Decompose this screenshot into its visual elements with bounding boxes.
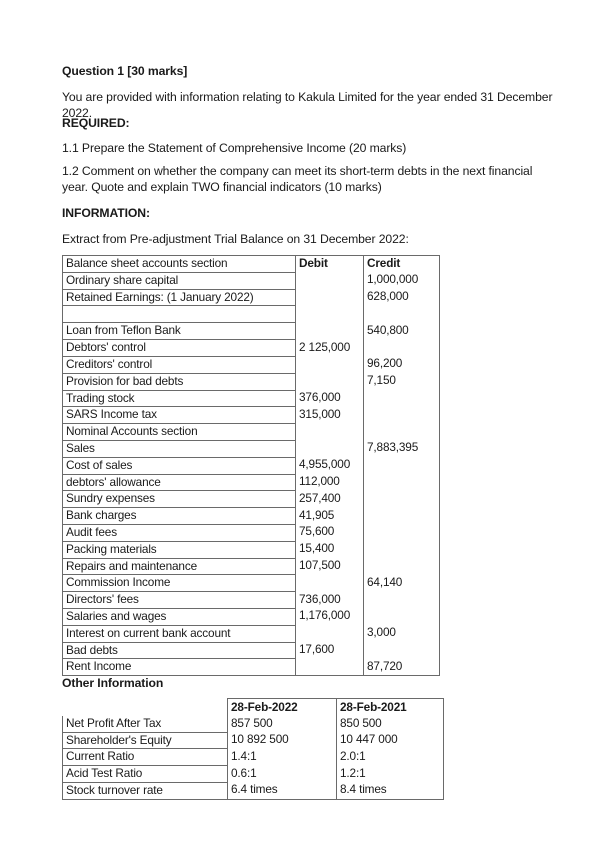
trial-balance-row [63,575,440,592]
trial-balance-row [63,474,440,491]
trial-balance-row [63,659,440,676]
previous-year-value: 2.0:1 [337,749,444,766]
task-1-2: 1.2 Comment on whether the company can meet its short-term debts in the next financial year. Quote and explain TWO financial indicators (10 marks) [62,164,533,194]
current-year-value: 0.6:1 [228,766,337,783]
other-information-row [63,782,444,799]
credit-cell [364,541,440,558]
other-information-heading: Other Information [62,676,164,690]
trial-balance-row [63,390,440,407]
credit-cell [364,642,440,659]
credit-cell [364,558,440,575]
debit-cell [296,289,364,306]
debit-cell [296,625,364,642]
trial-balance-row [63,491,440,508]
other-information-table [62,698,444,800]
trial-balance-row [63,340,440,357]
account-cell: Debtors' control [63,340,296,357]
account-cell: Cost of sales [63,457,296,474]
blank-header-cell [63,699,228,716]
debit-cell: 2 125,000 [296,340,364,357]
debit-cell: 107,500 [296,558,364,575]
debit-cell [296,440,364,457]
account-cell: Rent Income [63,659,296,676]
account-cell: Ordinary share capital [63,272,296,289]
task-1-1: 1.1 Prepare the Statement of Comprehensive Income (20 marks) [62,141,407,155]
account-cell: debtors' allowance [63,474,296,491]
account-cell: Interest on current bank account [63,625,296,642]
credit-cell [364,340,440,357]
required-heading: REQUIRED: [62,116,130,130]
credit-cell [364,508,440,525]
account-cell: Packing materials [63,541,296,558]
debit-cell: 41,905 [296,508,364,525]
debit-cell: 75,600 [296,524,364,541]
debit-cell: 315,000 [296,407,364,424]
credit-cell: 628,000 [364,289,440,306]
trial-balance-row [63,625,440,642]
account-column-header: Balance sheet accounts section [63,256,296,273]
indicator-label: Stock turnover rate [63,782,228,799]
account-cell: Sales [63,440,296,457]
trial-balance-header-row [63,256,440,273]
debit-cell: 376,000 [296,390,364,407]
credit-cell [364,407,440,424]
trial-balance-row [63,541,440,558]
credit-cell: 96,200 [364,356,440,373]
debit-cell [296,659,364,676]
credit-cell [364,390,440,407]
debit-cell: 4,955,000 [296,457,364,474]
trial-balance-row [63,457,440,474]
account-cell: Bad debts [63,642,296,659]
debit-cell: 112,000 [296,474,364,491]
trial-balance-row [63,608,440,625]
debit-cell [296,575,364,592]
debit-cell: 1,176,000 [296,608,364,625]
credit-cell: 1,000,000 [364,272,440,289]
other-information-row [63,732,444,749]
current-year-value: 857 500 [228,716,337,732]
account-cell: SARS Income tax [63,407,296,424]
indicator-label: Acid Test Ratio [63,766,228,783]
current-year-value: 10 892 500 [228,732,337,749]
debit-cell: 736,000 [296,592,364,609]
credit-column-header: Credit [364,256,440,273]
trial-balance-row [63,373,440,390]
trial-balance-row [63,289,440,306]
other-information-row [63,766,444,783]
account-cell: Repairs and maintenance [63,558,296,575]
account-cell: Bank charges [63,508,296,525]
trial-balance-row [63,356,440,373]
indicator-label: Net Profit After Tax [63,716,228,732]
account-cell: Provision for bad debts [63,373,296,390]
previous-year-value: 850 500 [337,716,444,732]
account-cell [63,306,296,323]
trial-balance-row [63,424,440,441]
other-information-row [63,749,444,766]
debit-cell [296,306,364,323]
credit-cell: 540,800 [364,323,440,340]
trial-balance-row [63,323,440,340]
credit-cell: 87,720 [364,659,440,676]
debit-column-header: Debit [296,256,364,273]
account-cell: Loan from Teflon Bank [63,323,296,340]
debit-cell [296,323,364,340]
trial-balance-row [63,642,440,659]
debit-cell [296,373,364,390]
question-intro: You are provided with information relating to Kakula Limited for the year ended 31 December 2022. [62,90,553,120]
previous-year-header: 28-Feb-2021 [337,699,444,716]
trial-balance-row [63,524,440,541]
current-year-header: 28-Feb-2022 [228,699,337,716]
debit-cell [296,272,364,289]
account-cell: Retained Earnings: (1 January 2022) [63,289,296,306]
other-information-row [63,716,444,732]
extract-title: Extract from Pre-adjustment Trial Balance on 31 December 2022: [62,232,409,246]
trial-balance-row [63,508,440,525]
account-cell: Commission Income [63,575,296,592]
credit-cell [364,457,440,474]
credit-cell: 64,140 [364,575,440,592]
debit-cell: 17,600 [296,642,364,659]
credit-cell: 3,000 [364,625,440,642]
trial-balance-row [63,407,440,424]
current-year-value: 1.4:1 [228,749,337,766]
debit-cell: 257,400 [296,491,364,508]
debit-cell: 15,400 [296,541,364,558]
current-year-value: 6.4 times [228,782,337,799]
trial-balance-table [62,255,440,676]
trial-balance-row [63,592,440,609]
credit-cell: 7,150 [364,373,440,390]
credit-cell [364,474,440,491]
information-heading: INFORMATION: [62,206,150,220]
trial-balance-row [63,558,440,575]
account-cell: Audit fees [63,524,296,541]
debit-cell [296,356,364,373]
account-cell: Sundry expenses [63,491,296,508]
indicator-label: Current Ratio [63,749,228,766]
account-cell: Salaries and wages [63,608,296,625]
account-cell: Trading stock [63,390,296,407]
credit-cell [364,608,440,625]
previous-year-value: 8.4 times [337,782,444,799]
credit-cell [364,306,440,323]
previous-year-value: 1.2:1 [337,766,444,783]
credit-cell [364,524,440,541]
other-information-header-row [63,699,444,716]
trial-balance-row [63,306,440,323]
credit-cell [364,491,440,508]
trial-balance-row [63,272,440,289]
account-cell: Nominal Accounts section [63,424,296,441]
account-cell: Creditors' control [63,356,296,373]
trial-balance-row [63,440,440,457]
previous-year-value: 10 447 000 [337,732,444,749]
credit-cell [364,424,440,441]
credit-cell: 7,883,395 [364,440,440,457]
account-cell: Directors' fees [63,592,296,609]
indicator-label: Shareholder's Equity [63,732,228,749]
debit-cell [296,424,364,441]
question-title: Question 1 [30 marks] [62,64,188,78]
credit-cell [364,592,440,609]
